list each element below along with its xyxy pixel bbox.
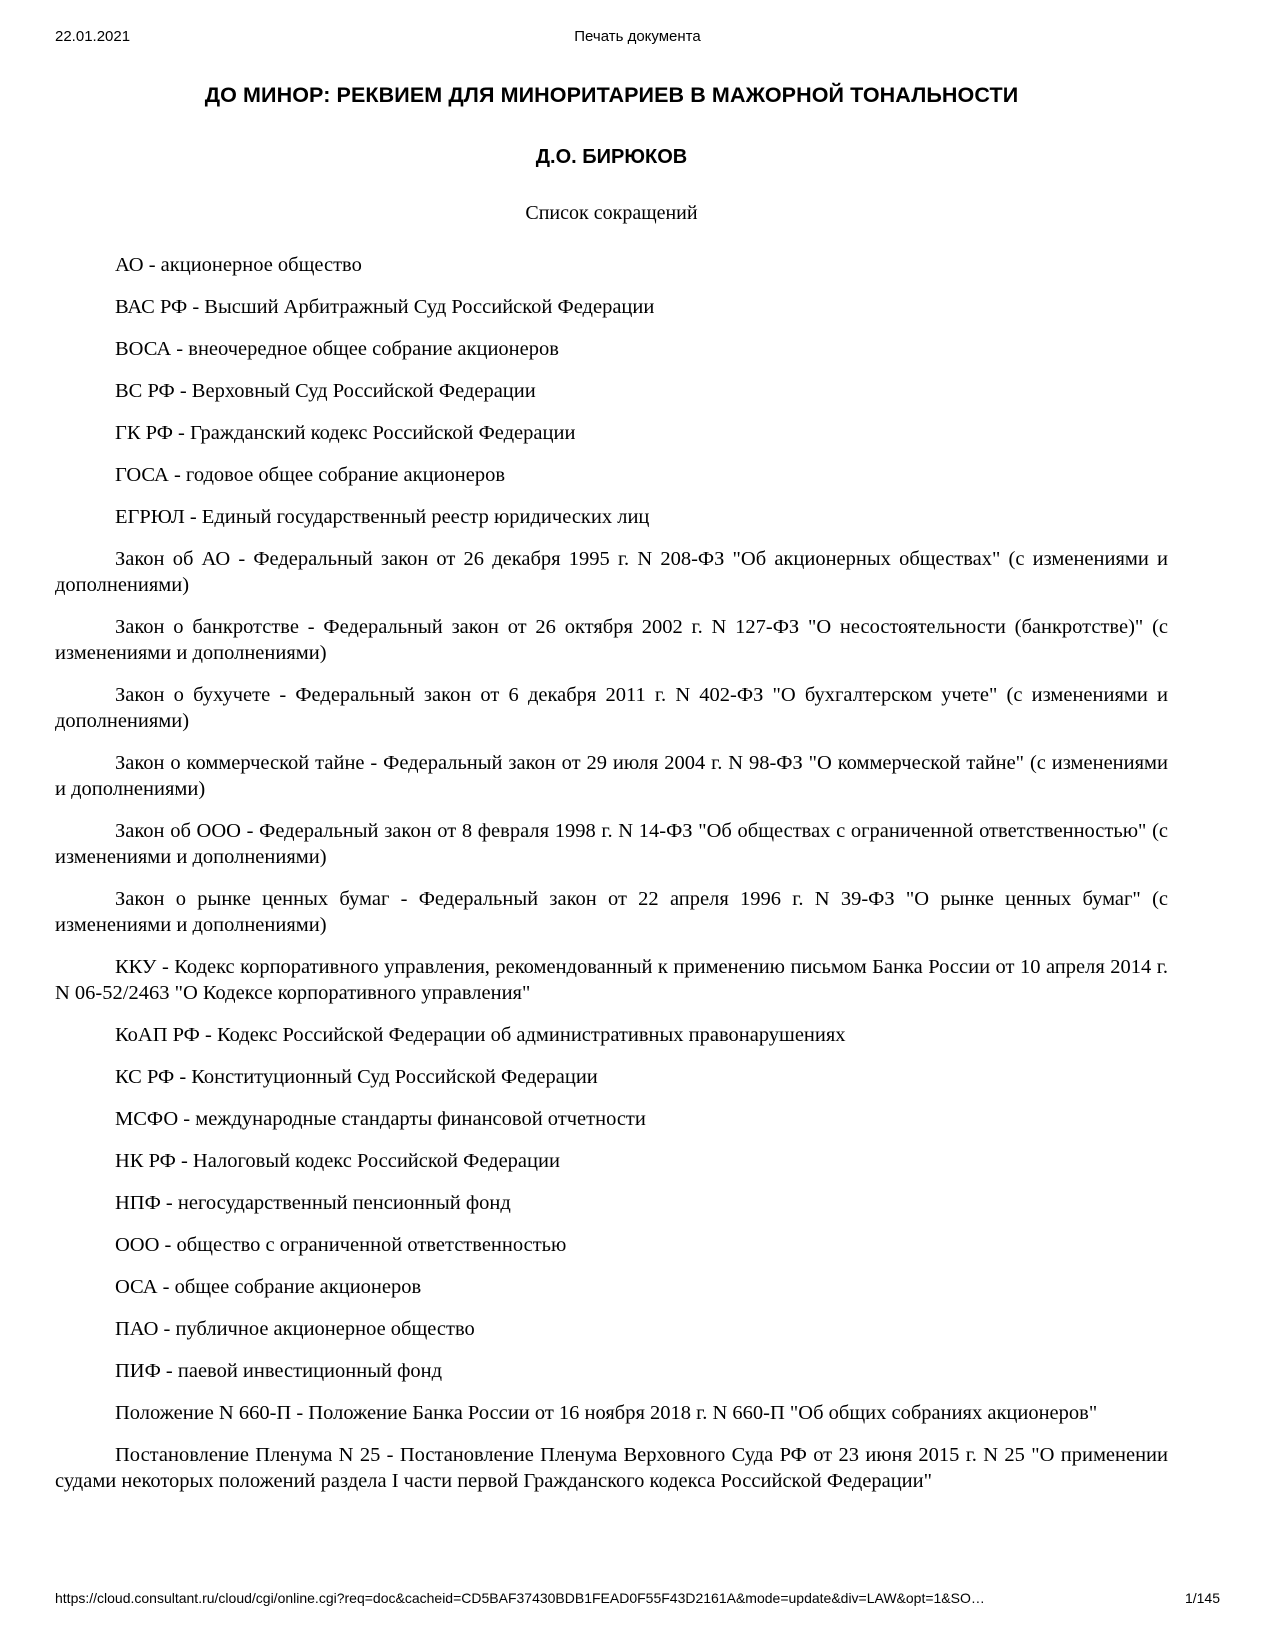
print-header-title: Печать документа xyxy=(574,28,701,45)
print-footer-page-number: 1/145 xyxy=(1184,1590,1220,1606)
abbreviation-item: КоАП РФ - Кодекс Российской Федерации об административных правонарушениях xyxy=(115,1024,846,1046)
abbreviation-item: НПФ - негосударственный пенсионный фонд xyxy=(115,1192,511,1214)
document-author: Д.О. БИРЮКОВ xyxy=(535,146,688,168)
abbreviation-item: ККУ - Кодекс корпоративного управления, рекомендованный к применению письмом Банка России от 10 апреля 2014 г. N 06-52/2463 "О Кодексе корпоративного управления" xyxy=(55,956,1168,1004)
page-title: ДО МИНОР: РЕКВИЕМ ДЛЯ МИНОРИТАРИЕВ В МАЖОРНОЙ ТОНАЛЬНОСТИ xyxy=(204,83,1019,107)
abbreviation-item: МСФО - международные стандарты финансовой отчетности xyxy=(115,1108,646,1130)
print-footer xyxy=(0,1588,1275,1608)
abbreviation-item: ВОСА - внеочередное общее собрание акционеров xyxy=(115,338,559,360)
abbreviation-item: КС РФ - Конституционный Суд Российской Федерации xyxy=(115,1066,598,1088)
abbreviation-item: Постановление Пленума N 25 - Постановление Пленума Верховного Суда РФ от 23 июня 2015 г. N 25 "О применении судами некоторых положений раздела I части первой Гражданского кодекса Российской Федерации" xyxy=(55,1444,1168,1492)
abbreviation-item: НК РФ - Налоговый кодекс Российской Федерации xyxy=(115,1150,560,1172)
abbreviation-item: ЕГРЮЛ - Единый государственный реестр юридических лиц xyxy=(115,506,650,528)
abbreviation-item: ВС РФ - Верховный Суд Российской Федерации xyxy=(115,380,536,402)
abbreviation-item: ГОСА - годовое общее собрание акционеров xyxy=(115,464,506,486)
abbreviation-item: Закон об АО - Федеральный закон от 26 декабря 1995 г. N 208-ФЗ "Об акционерных обществах" (с изменениями и дополнениями) xyxy=(55,548,1168,596)
abbreviation-item: ПИФ - паевой инвестиционный фонд xyxy=(115,1360,443,1382)
abbreviation-item: ООО - общество с ограниченной ответственностью xyxy=(115,1234,567,1256)
print-header xyxy=(0,26,1275,48)
abbreviation-item: АО - акционерное общество xyxy=(115,254,362,276)
abbreviation-item: Закон об ООО - Федеральный закон от 8 февраля 1998 г. N 14-ФЗ "Об обществах с ограниченной ответственностью" (с изменениями и дополнениями) xyxy=(55,820,1168,868)
abbreviation-item: ГК РФ - Гражданский кодекс Российской Федерации xyxy=(115,422,576,444)
abbreviation-item: ВАС РФ - Высший Арбитражный Суд Российской Федерации xyxy=(115,296,655,318)
print-header-date: 22.01.2021 xyxy=(55,28,131,45)
abbreviation-item: Положение N 660-П - Положение Банка России от 16 ноября 2018 г. N 660-П "Об общих собраниях акционеров" xyxy=(115,1402,1098,1424)
print-footer-url: https://cloud.consultant.ru/cloud/cgi/online.cgi?req=doc&cacheid=CD5BAF37430BDB1FEAD0F55F43D2161A&mode=update&div=LAW&opt=1&SO… xyxy=(55,1590,985,1606)
section-heading: Список сокращений xyxy=(525,202,698,224)
abbreviation-item: Закон о коммерческой тайне - Федеральный закон от 29 июля 2004 г. N 98-ФЗ "О коммерческой тайне" (с изменениями и дополнениями) xyxy=(55,752,1168,800)
abbreviation-list xyxy=(55,226,1168,1494)
abbreviation-item: Закон о бухучете - Федеральный закон от 6 декабря 2011 г. N 402-ФЗ "О бухгалтерском учете" (с изменениями и дополнениями) xyxy=(55,684,1168,732)
document-body xyxy=(55,76,1168,1494)
abbreviation-item: Закон о рынке ценных бумаг - Федеральный закон от 22 апреля 1996 г. N 39-ФЗ "О рынке ценных бумаг" (с изменениями и дополнениями) xyxy=(55,888,1168,936)
abbreviation-item: ОСА - общее собрание акционеров xyxy=(115,1276,422,1298)
abbreviation-item: ПАО - публичное акционерное общество xyxy=(115,1318,475,1340)
abbreviation-item: Закон о банкротстве - Федеральный закон от 26 октября 2002 г. N 127-ФЗ "О несостоятельности (банкротстве)" (с изменениями и дополнениями) xyxy=(55,616,1168,664)
